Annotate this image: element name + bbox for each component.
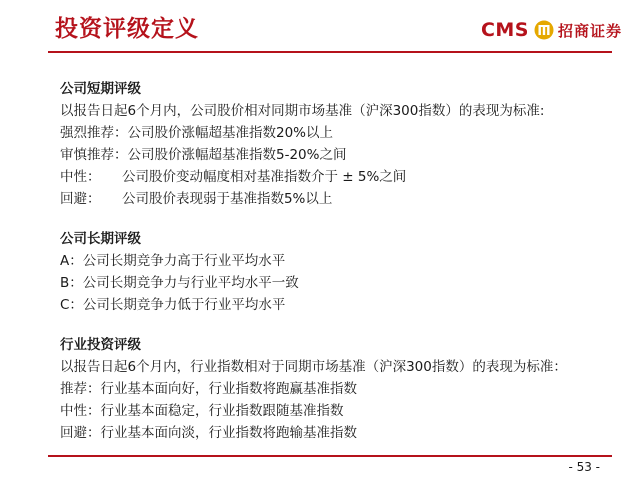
definition-line: B：公司长期竞争力与行业平均水平一致 bbox=[60, 275, 299, 291]
section-company-short-term bbox=[60, 78, 620, 210]
definition-line: 强烈推荐：公司股价涨幅超基准指数20%以上 bbox=[60, 125, 334, 141]
page-number: - 53 - bbox=[568, 460, 600, 474]
company-logo bbox=[481, 18, 622, 42]
definition-line: 以报告日起6个月内，公司股价相对同期市场基准（沪深300指数）的表现为标准: bbox=[60, 103, 545, 119]
section-title: 公司长期评级 bbox=[60, 231, 141, 247]
header-divider bbox=[48, 51, 612, 53]
definition-line: 回避：行业基本面向淡，行业指数将跑输基准指数 bbox=[60, 425, 357, 441]
definition-line: A：公司长期竞争力高于行业平均水平 bbox=[60, 253, 286, 269]
definition-line: 以报告日起6个月内，行业指数相对于同期市场基准（沪深300指数）的表现为标准： bbox=[60, 359, 567, 375]
definition-line: 中性：行业基本面稳定，行业指数跟随基准指数 bbox=[60, 403, 344, 419]
logo-cms-text: CMS bbox=[480, 19, 529, 41]
footer-divider bbox=[48, 455, 612, 457]
section-title: 公司短期评级 bbox=[60, 81, 141, 97]
section-company-long-term bbox=[60, 228, 620, 316]
definition-line: 审慎推荐：公司股价涨幅超基准指数5-20%之间 bbox=[60, 147, 347, 163]
logo-cn-text: 招商证券 bbox=[557, 21, 622, 40]
definition-line: 回避： 公司股价表现弱于基准指数5%以上 bbox=[60, 191, 333, 207]
rating-definitions bbox=[60, 78, 620, 444]
definition-line: 推荐：行业基本面向好，行业指数将跑赢基准指数 bbox=[60, 381, 357, 397]
logo-mark-icon bbox=[534, 20, 554, 40]
definition-line: C：公司长期竞争力低于行业平均水平 bbox=[60, 297, 286, 313]
definition-line: 中性： 公司股价变动幅度相对基准指数介于 ± 5%之间 bbox=[60, 169, 407, 185]
page-title: 投资评级定义 bbox=[55, 16, 199, 42]
section-title: 行业投资评级 bbox=[60, 337, 141, 353]
section-industry-rating bbox=[60, 334, 620, 444]
